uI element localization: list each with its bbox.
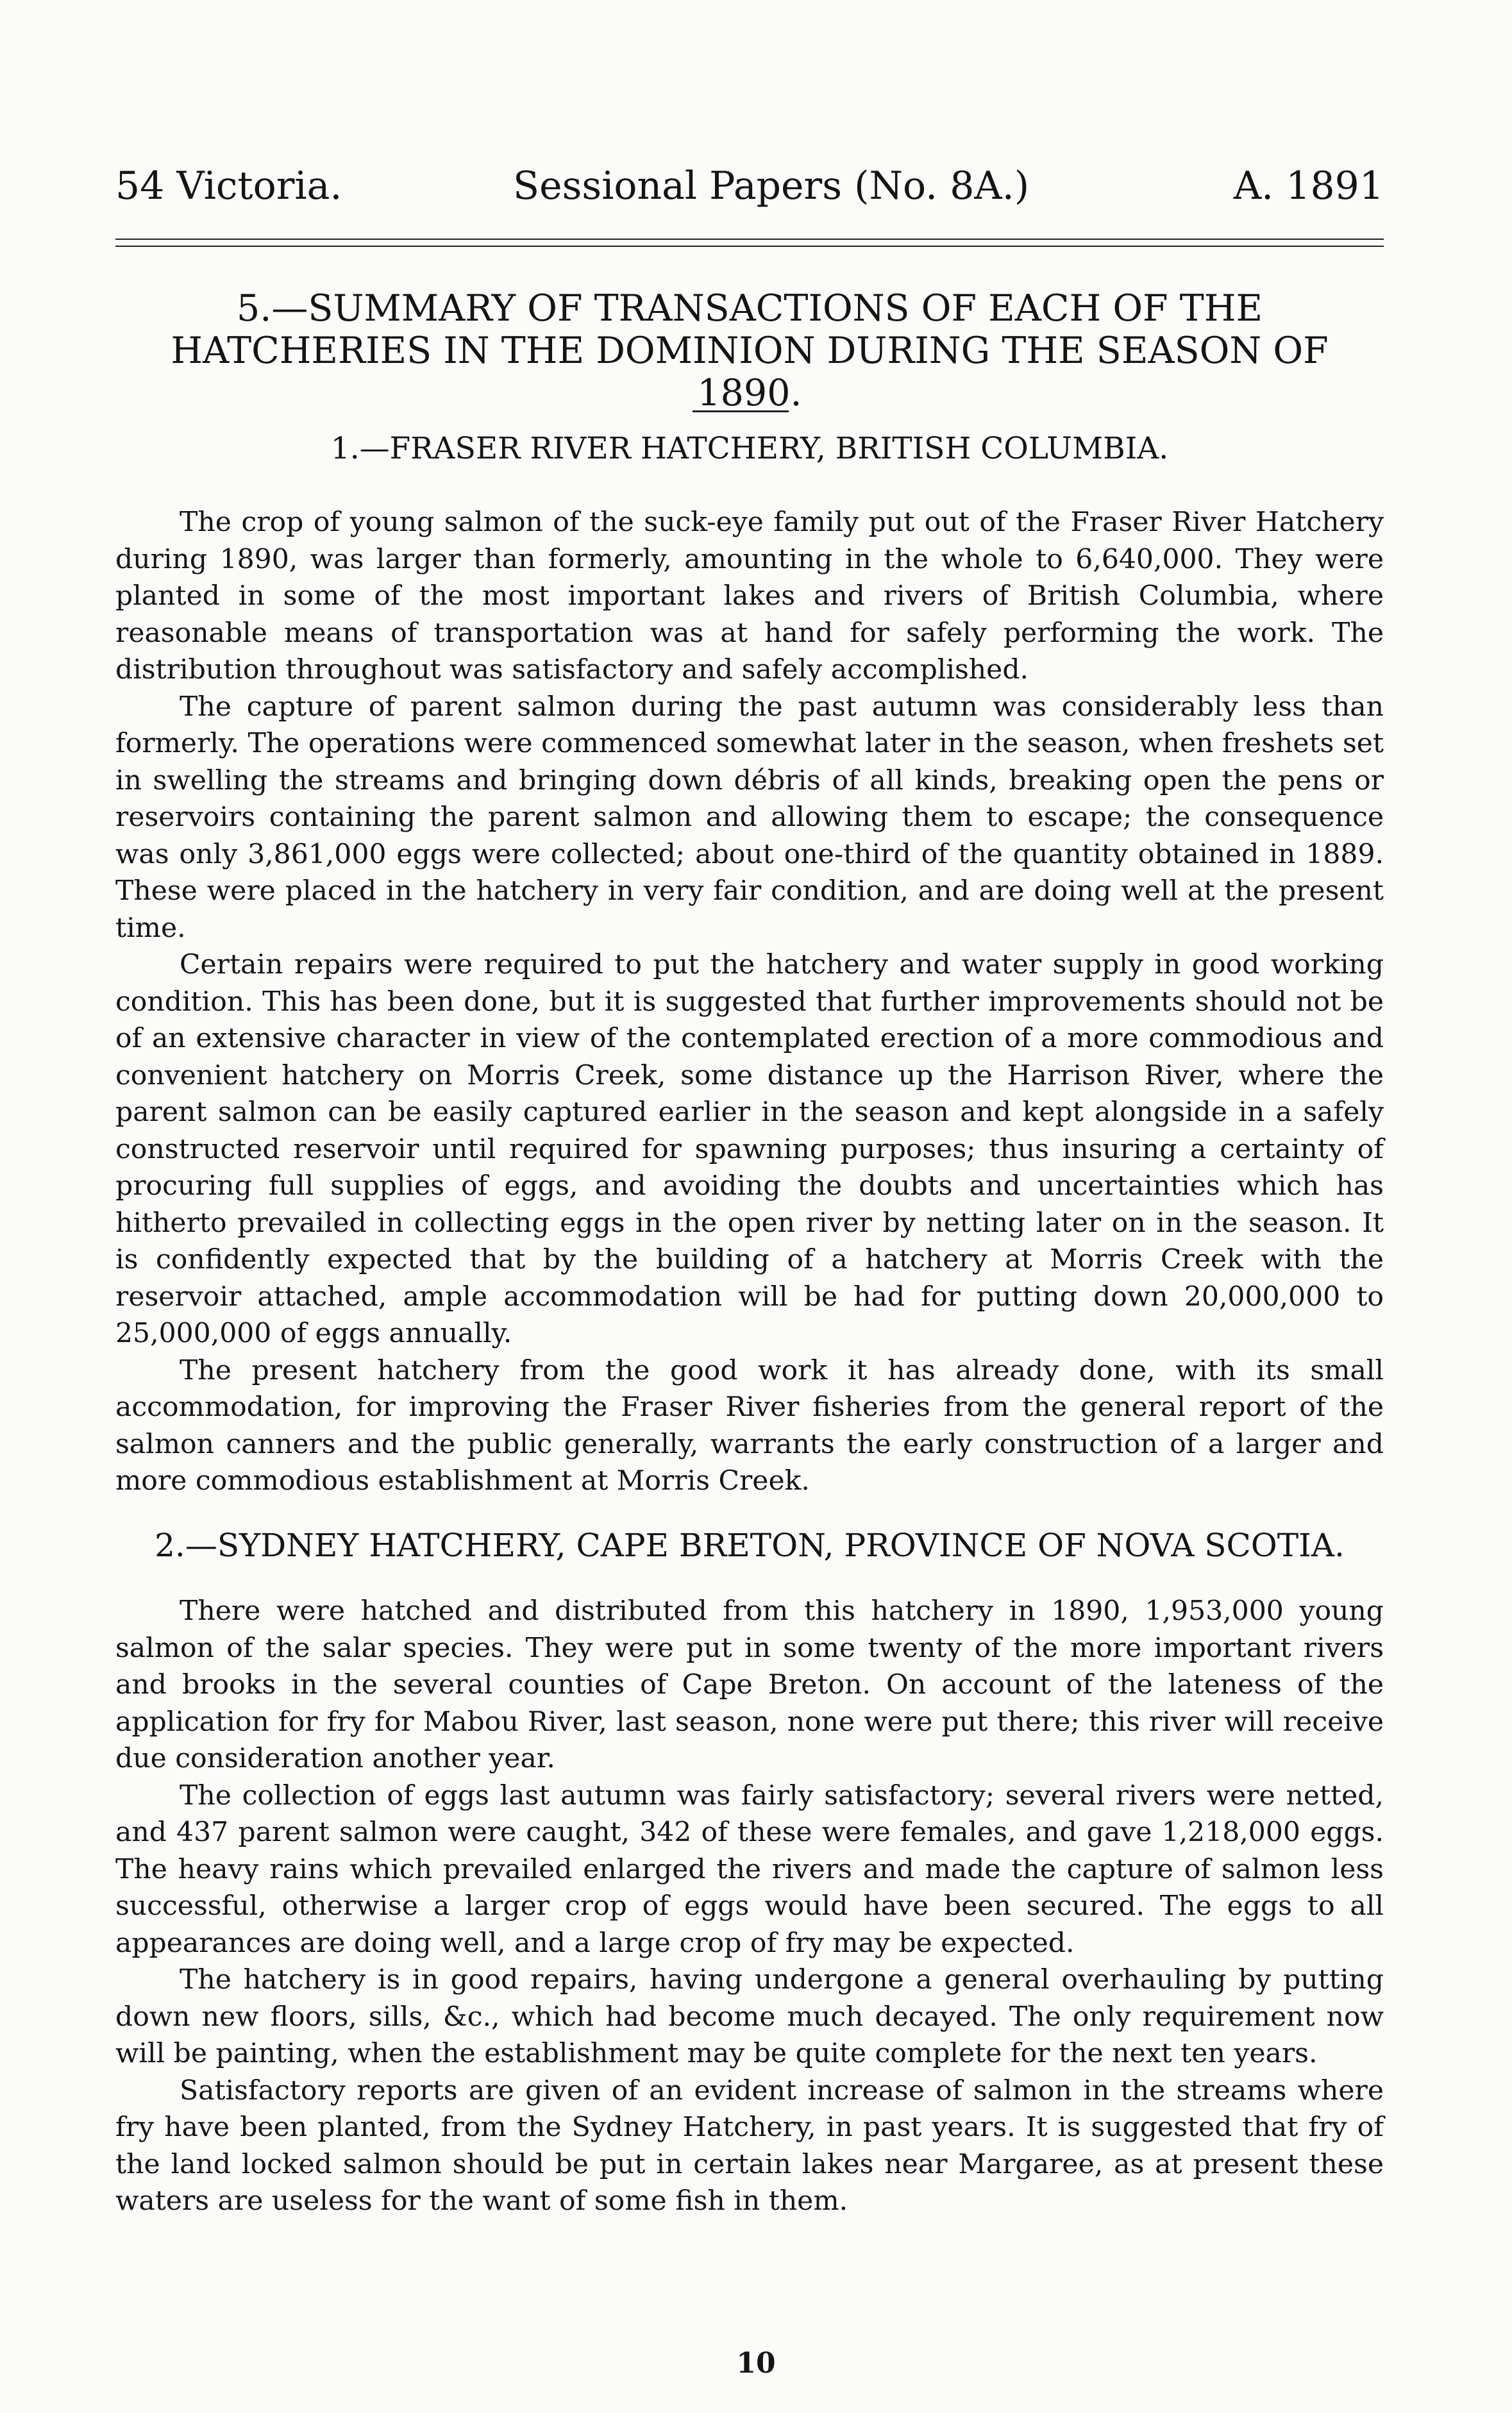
section-heading-fraser-river: 1.—FRASER RIVER HATCHERY, BRITISH COLUMBIA. bbox=[330, 431, 1169, 466]
paragraph: The crop of young salmon of the suck-eye family put out of the Fraser River Hatchery during 1890, was larger than formerly, amounting in the whole to 6,640,000. They were planted in some of the most important lakes and rivers of British Columbia, where reasonable means of transportation was at hand for safely performing the work. The distribution throughout was satisfactory and safely accomplished. bbox=[115, 507, 1384, 685]
paragraph: The present hatchery from the good work it has already done, with its small accommodation, for improving the Fraser River fisheries from the general report of the salmon canners and the public generally, warrants the early construction of a larger and more commodious establishment at Morris Creek. bbox=[115, 1354, 1384, 1497]
section-body-fraser-river bbox=[115, 504, 1384, 1500]
header-sessional-papers: Sessional Papers (No. 8A.) bbox=[513, 164, 1030, 208]
document-title: 5.—SUMMARY OF TRANSACTIONS OF EACH OF THE HATCHERIES IN THE DOMINION DURING THE SEASON OF 1890. bbox=[171, 287, 1329, 414]
header-year: A. 1891 bbox=[1233, 164, 1384, 208]
section-body-sydney bbox=[115, 1593, 1384, 2220]
paragraph: The capture of parent salmon during the past autumn was considerably less than formerly. The operations were commenced somewhat later in the season, when freshets set in swelling the streams and bringing down débris of all kinds, breaking open the pens or reservoirs containing the parent salmon and allowing them to escape; the consequence was only 3,861,000 eggs were collected; about one-third of the quantity obtained in 1889. These were placed in the hatchery in very fair condition, and are doing well at the present time. bbox=[115, 691, 1384, 944]
title-divider bbox=[693, 410, 789, 412]
header-double-rule bbox=[115, 239, 1384, 247]
paragraph: Certain repairs were required to put the hatchery and water supply in good working condition. This has been done, but it is suggested that further improvements should not be of an extensive character in view of the contemplated erection of a more commodious and convenient hatchery on Morris Creek, some distance up the Harrison River, where the parent salmon can be easily captured earlier in the season and kept alongside in a safely constructed reservoir until required for spawning purposes; thus insuring a certainty of procuring full supplies of eggs, and avoiding the doubts and uncertainties which has hitherto prevailed in collecting eggs in the open river by netting later on in the season. It is confidently expected that by the building of a hatchery at Morris Creek with the reservoir attached, ample accommodation will be had for putting down 20,000,000 to 25,000,000 of eggs annually. bbox=[115, 949, 1384, 1349]
paragraph: There were hatched and distributed from this hatchery in 1890, 1,953,000 young salmon of the salar species. They were put in some twenty of the more important rivers and brooks in the several counties of Cape Breton. On account of the lateness of the application for fry for Mabou River, last season, none were put there; this river will receive due consideration another year. bbox=[115, 1595, 1384, 1774]
header-volume: 54 Victoria. bbox=[115, 164, 342, 208]
paragraph: The hatchery is in good repairs, having undergone a general overhauling by putting down new floors, sills, &c., which had become much decayed. The only requirement now will be painting, when the establishment may be quite complete for the next ten years. bbox=[115, 1964, 1384, 2069]
paragraph: Satisfactory reports are given of an evident increase of salmon in the streams where fry have been planted, from the Sydney Hatchery, in past years. It is suggested that fry of the land locked salmon should be put in certain lakes near Margaree, as at present these waters are useless for the want of some fish in them. bbox=[115, 2074, 1384, 2217]
section-heading-sydney: 2.—SYDNEY HATCHERY, CAPE BRETON, PROVINCE OF NOVA SCOTIA. bbox=[155, 1527, 1345, 1564]
paragraph: The collection of eggs last autumn was fairly satisfactory; several rivers were netted, and 437 parent salmon were caught, 342 of these were females, and gave 1,218,000 eggs. The heavy rains which prevailed enlarged the rivers and made the capture of salmon less successful, otherwise a larger crop of eggs would have been secured. The eggs to all appearances are doing well, and a large crop of fry may be expected. bbox=[115, 1779, 1384, 1959]
page-number: 10 bbox=[736, 2347, 776, 2380]
running-header bbox=[115, 160, 1384, 212]
